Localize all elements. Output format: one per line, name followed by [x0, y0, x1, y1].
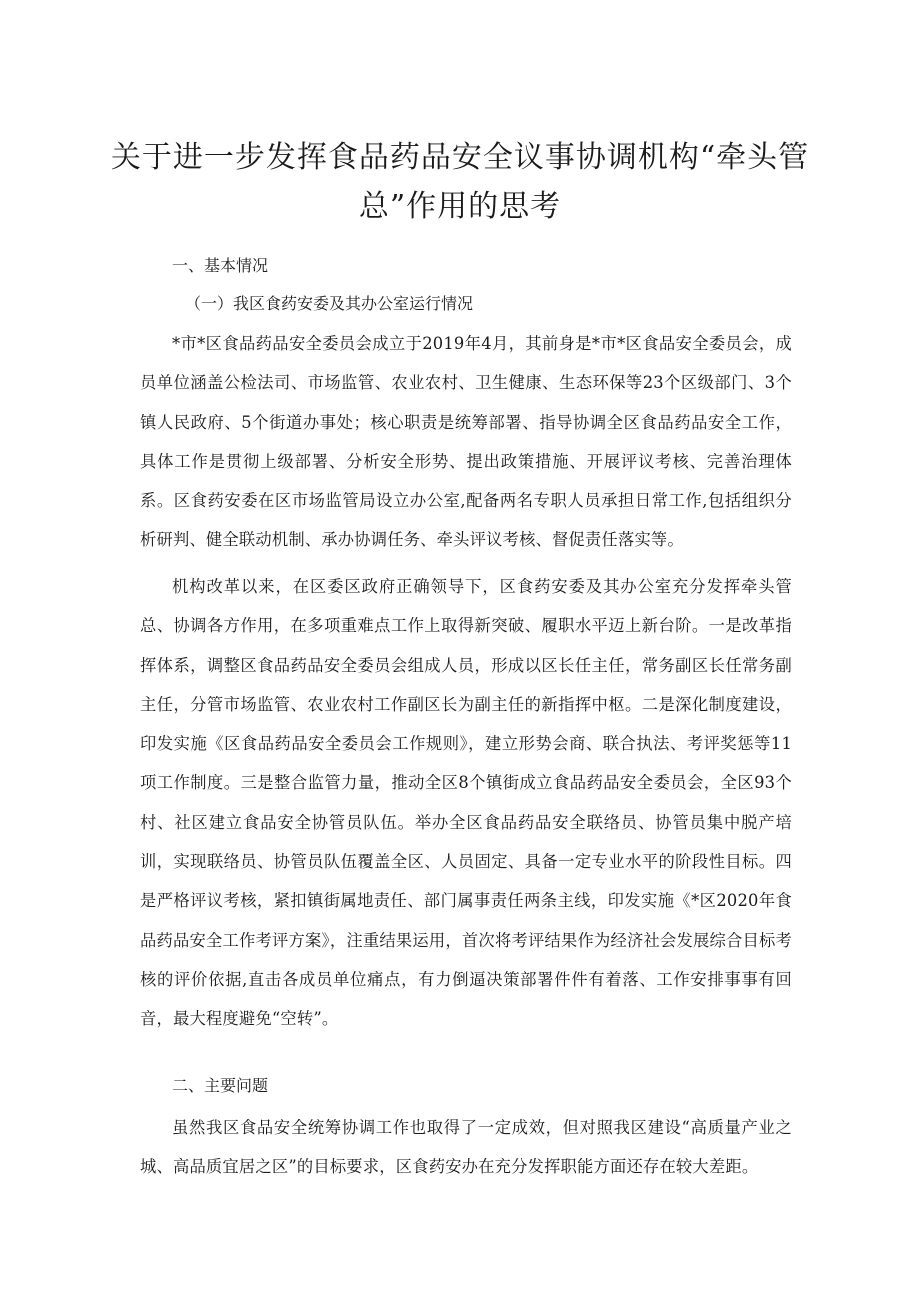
document-title-line-2: 总”作用的思考 — [358, 189, 562, 224]
paragraph-committee-overview: *市*区食品药品安全委员会成立于2019年4月，其前身是*市*区食品安全委员会，成员单位涵盖公检法司、市场监管、农业农村、卫生健康、生态环保等23个区级部门、3个镇人民政府、5个街道办事处；核心职责是统筹部署、指导协调全区食品药品安全工作，具体工作是贯彻上级部署、分析安全形势、提出政策措施、开展评议考核、完善治理体系。区食药安委在区市场监管局设立办公室,配备两名专职人员承担日常工作,包括组织分析研判、健全联动机制、承办协调任务、牵头评议考核、督促责任落实等。 — [140, 334, 792, 550]
section-heading-main-problems: 二、主要问题 — [172, 1076, 269, 1095]
paragraph-gap-statement: 虽然我区食品安全统筹协调工作也取得了一定成效，但对照我区建设“高质量产业之城、高品质宜居之区”的目标要求，区食药安办在充分发挥职能方面还存在较大差距。 — [140, 1118, 792, 1177]
paragraph-reform-achievements: 机构改革以来，在区委区政府正确领导下，区食药安委及其办公室充分发挥牵头管总、协调各方作用，在多项重难点工作上取得新突破、履职水平迈上新台阶。一是改革指挥体系，调整区食品药品安全委员会组成人员，形成以区长任主任，常务副区长任常务副主任，分管市场监管、农业农村工作副区长为副主任的新指挥中枢。二是深化制度建设，印发实施《区食品药品安全委员会工作规则》，建立形势会商、联合执法、考评奖惩等11项工作制度。三是整合监管力量，推动全区8个镇街成立食品药品安全委员会，全区93个村、社区建立食品安全协管员队伍。举办全区食品药品安全联络员、协管员集中脱产培训，实现联络员、协管员队伍覆盖全区、人员固定、具备一定专业水平的阶段性目标。四是严格评议考核，紧扣镇街属地责任、部门属事责任两条主线，印发实施《*区2020年食品药品安全工作考评方案》，注重结果运用，首次将考评结果作为经济社会发展综合目标考核的评价依据,直击各成员单位痛点，有力倒逼决策部署件件有着落、工作安排事事有回音，最大程度避免“空转”。 — [140, 577, 792, 1029]
subsection-heading-operation: （一）我区食药安委及其办公室运行情况 — [185, 294, 474, 313]
document-title-line-1: 关于进一步发挥食品药品安全议事协调机构“牵头管 — [110, 140, 810, 175]
section-heading-basic-situation: 一、基本情况 — [172, 256, 269, 275]
